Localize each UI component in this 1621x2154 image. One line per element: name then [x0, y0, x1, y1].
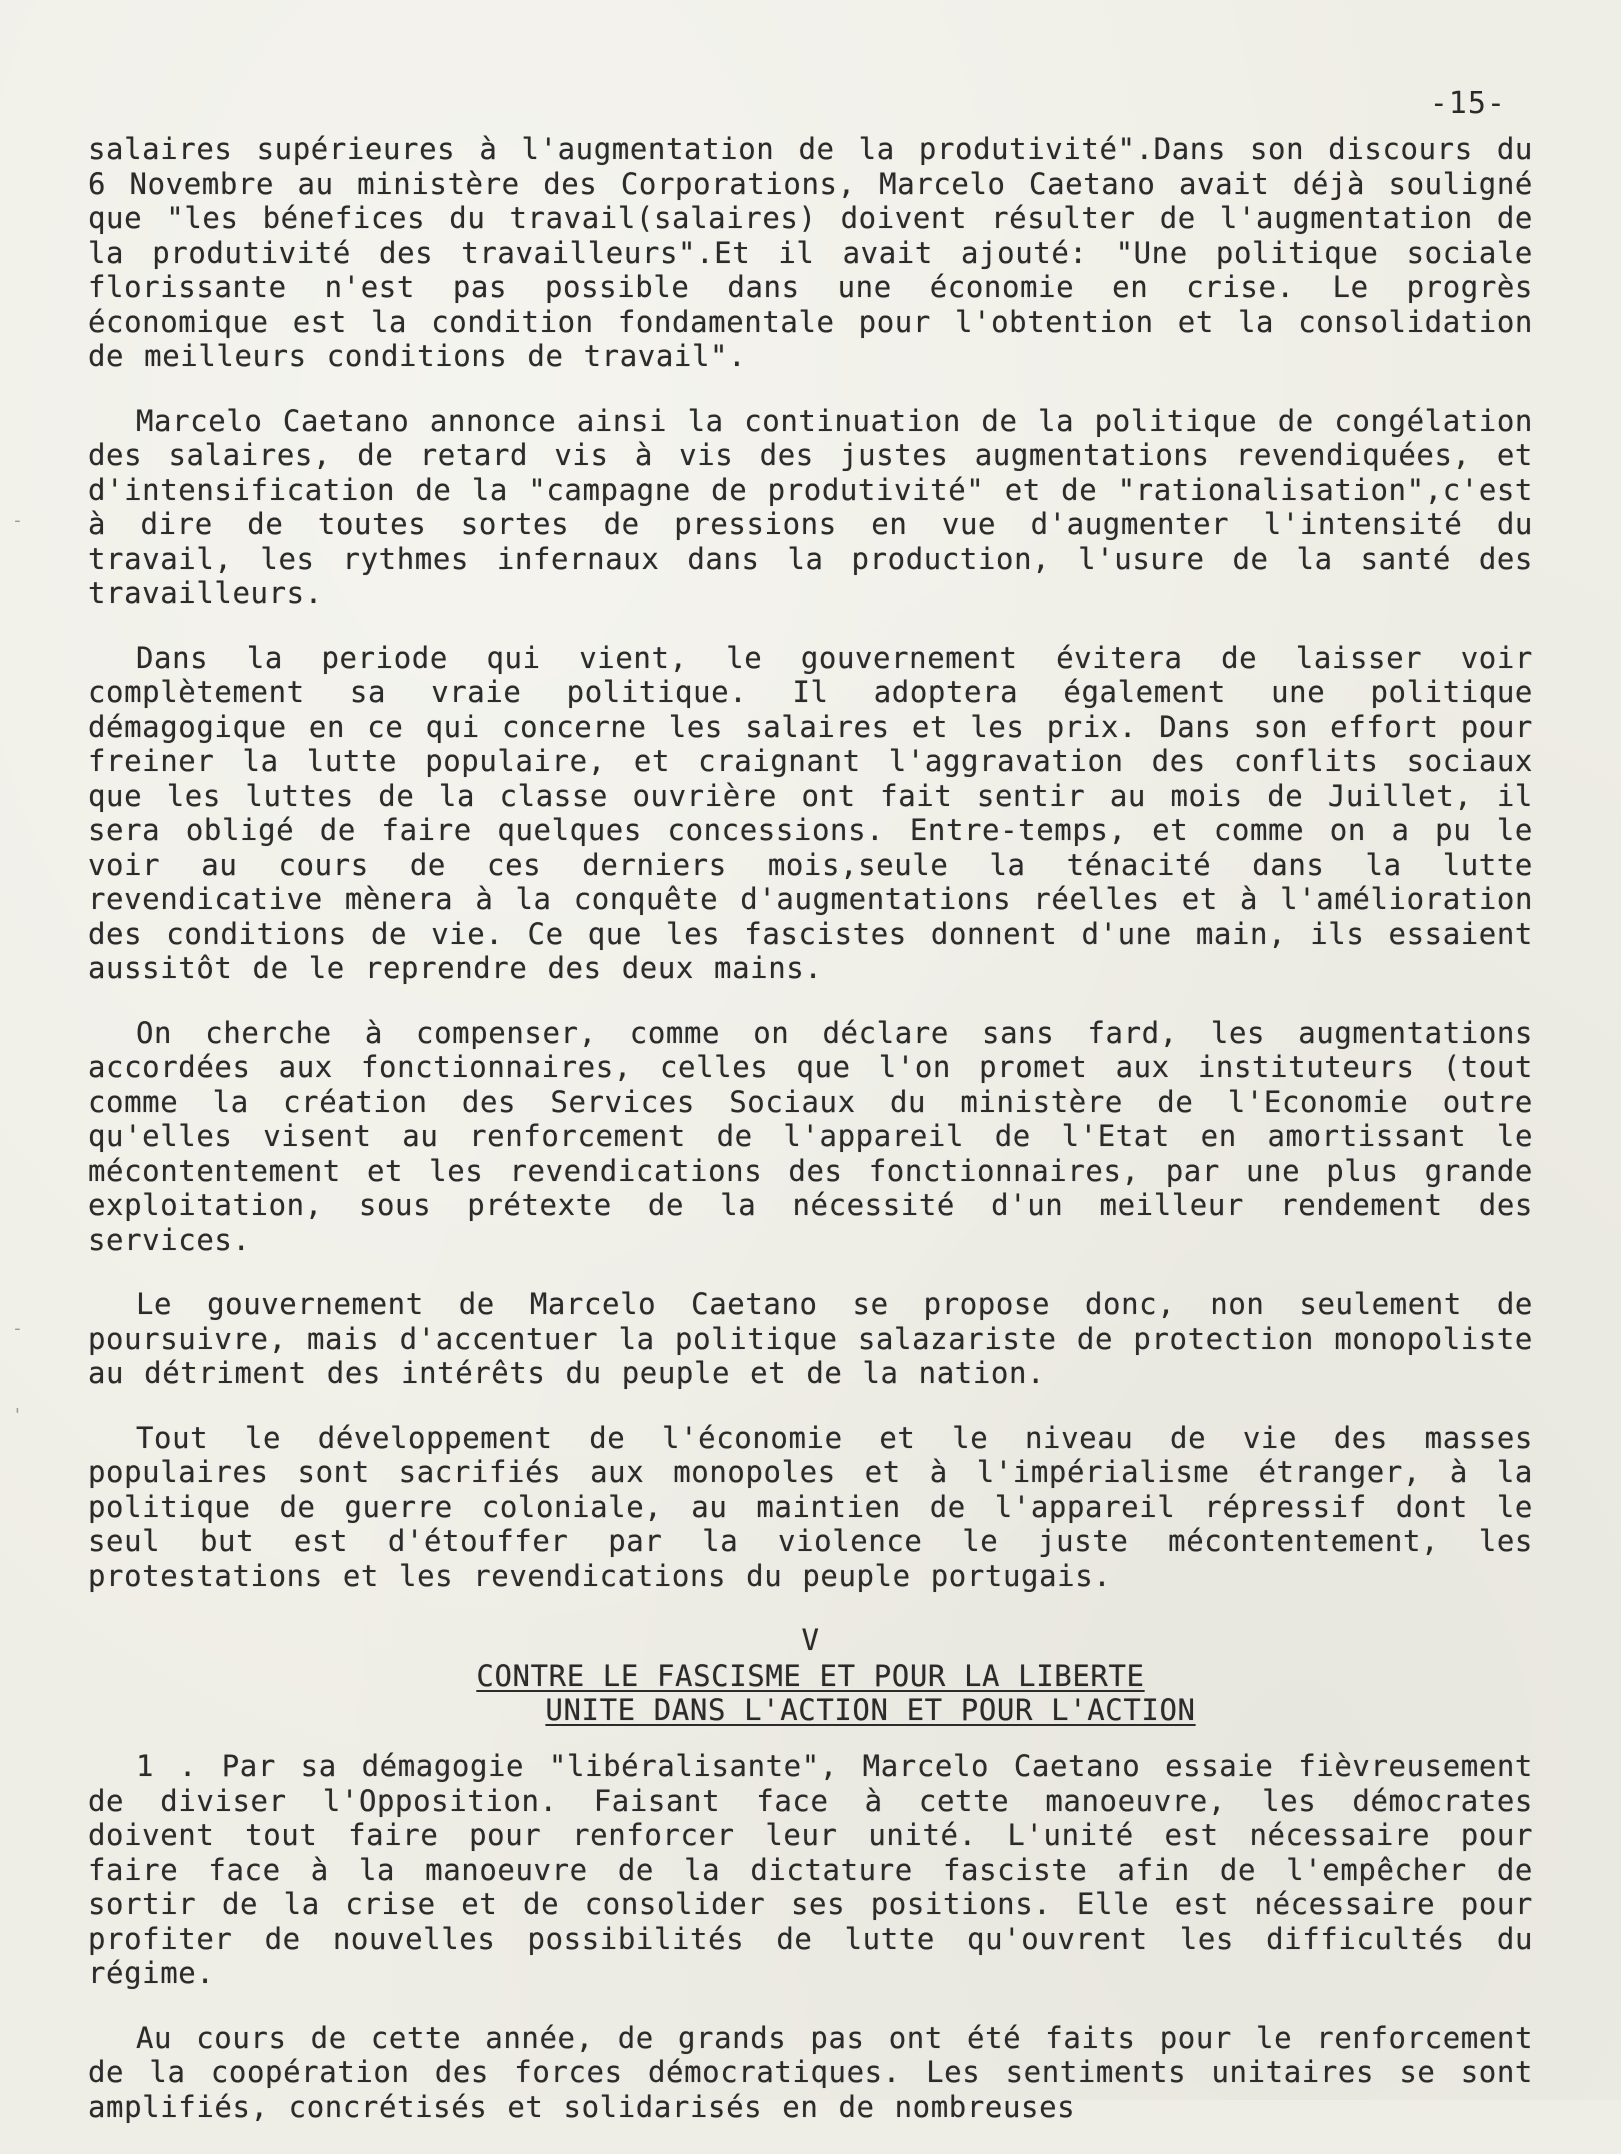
margin-mark-icon: ': [12, 1405, 23, 1426]
paragraph-6: Tout le développement de l'économie et le niveau de vie des masses populaires sont sacrifiés aux monopoles et à l'impérialisme étranger, à la politique de guerre coloniale, au maintien de l'appareil répressif dont le seul but est d'étouffer par la violence le juste mécontentement, les protestations et les revendications du peuple portugais.: [88, 1420, 1533, 1593]
paragraph-2: Marcelo Caetano annonce ainsi la continuation de la politique de congélation des salaires, de retard vis à vis des justes augmentations revendiquées, et d'intensification de la "campagne de produtivité" et de "rationalisation",c'est à dire de toutes sortes de pressions en vue d'augmenter l'intensité du travail, les rythmes infernaux dans la production, l'usure de la santé des travailleurs.: [88, 403, 1533, 610]
paragraph-7: 1 . Par sa démagogie "libéralisante", Marcelo Caetano essaie fièvreusement de diviser l'Opposition. Faisant face à cette manoeuvre, les démocrates doivent tout faire pour renforcer leur unité. L'unité est nécessaire pour faire face à la manoeuvre de la dictature fasciste afin de l'empêcher de sortir de la crise et de consolider ses positions. Elle est nécessaire pour profiter de nouvelles possibilités de lutte qu'ouvrent les difficultés du régime.: [88, 1749, 1533, 1990]
page-number: -15-: [1429, 86, 1506, 121]
paragraph-3: Dans la periode qui vient, le gouvernement évitera de laisser voir complètement sa vraie politique. Il adoptera également une politique démagogique en ce qui concerne les salaires et les prix. Dans son effort pour freiner la lutte populaire, et craignant l'aggravation des conflits sociaux que les luttes de la classe ouvrière ont fait sentir au mois de Juillet, il sera obligé de faire quelques concessions. Entre-temps, et comme on a pu le voir au cours de ces derniers mois,seule la ténacité dans la lutte revendicative mènera à la conquête d'augmentations réelles et à l'amélioration des conditions de vie. Ce que les fascistes donnent d'une main, ils essaient aussitôt de le reprendre des deux mains.: [88, 640, 1533, 985]
paragraph-8: Au cours de cette année, de grands pas ont été faits pour le renforcement de la coopération des forces démocratiques. Les sentiments unitaires se sont amplifiés, concrétisés et solidarisés en de nombreuses: [88, 2020, 1533, 2124]
document-body: [88, 132, 1533, 2154]
paragraph-1: salaires supérieures à l'augmentation de la produtivité".Dans son discours du 6 Novembre au ministère des Corporations, Marcelo Caetano avait déjà souligné que "les bénefices du travail(salaires) doivent résulter de l'augmentation de la produtivité des travailleurs".Et il avait ajouté: "Une politique sociale florissante n'est pas possible dans une économie en crise. Le progrès économique est la condition fondamentale pour l'obtention et la consolidation de meilleurs conditions de travail".: [88, 132, 1533, 373]
paragraph-4: On cherche à compenser, comme on déclare sans fard, les augmentations accordées aux fonctionnaires, celles que l'on promet aux instituteurs (tout comme la création des Services Sociaux du ministère de l'Economie outre qu'elles visent au renforcement de l'appareil de l'Etat en amortissant le mécontentement et les revendications des fonctionnaires, par une plus grande exploitation, sous prétexte de la nécessité d'un meilleur rendement des services.: [88, 1015, 1533, 1257]
section-numeral: V: [801, 1623, 820, 1657]
section-heading: [88, 1623, 1533, 1727]
paragraph-5: Le gouvernement de Marcelo Caetano se propose donc, non seulement de poursuivre, mais d'accentuer la politique salazariste de protection monopoliste au détriment des intérêts du peuple et de la nation.: [88, 1287, 1533, 1390]
margin-mark-icon: -: [12, 1318, 23, 1339]
margin-mark-icon: -: [12, 510, 23, 531]
section-title-line2: UNITE DANS L'ACTION ET POUR L'ACTION: [545, 1693, 1196, 1727]
section-title-line1: CONTRE LE FASCISME ET POUR LA LIBERTE: [476, 1659, 1145, 1693]
